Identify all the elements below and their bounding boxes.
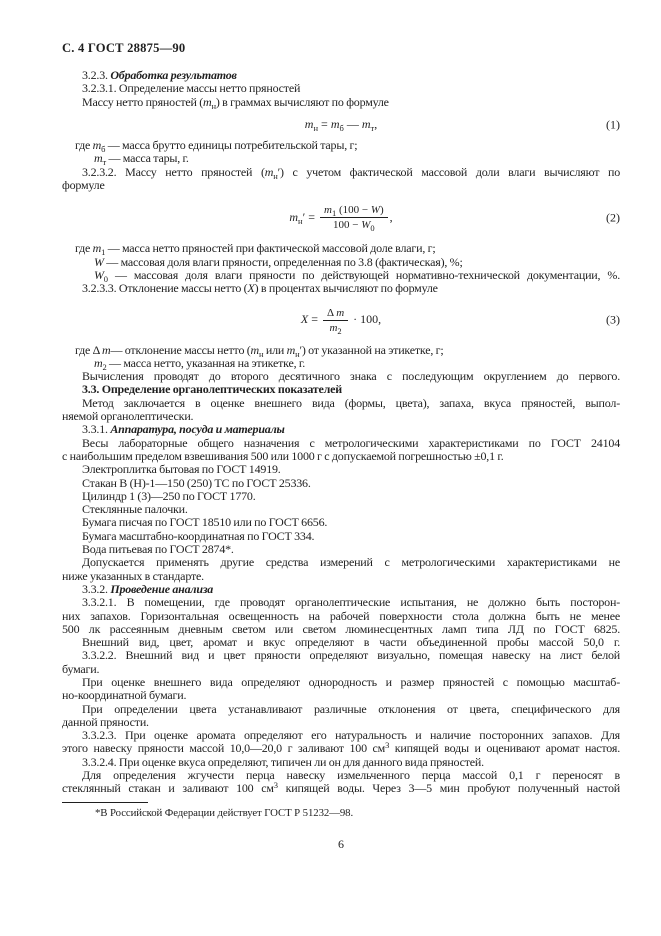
text-segment: — масса тары, г.	[105, 151, 189, 166]
text-segment: н	[211, 100, 216, 111]
fraction-denominator: $100 - W_0$	[333, 219, 375, 234]
text-line	[62, 437, 620, 450]
text-line	[62, 370, 620, 383]
text-line	[62, 423, 620, 436]
text-segment: — массовая доля влаги пряности по действующей нормативно-технической документации, %.	[107, 267, 620, 282]
text-line	[62, 282, 620, 295]
text-segment: н	[295, 348, 300, 359]
text-segment: ) в процентах вычисляют по формуле	[254, 281, 438, 296]
formula-3-number: (3)	[606, 312, 620, 327]
text-segment: них запахов. Горизонтальная освещенность на рабочей поверхности стола должна быть не менее	[62, 608, 620, 623]
text-line	[62, 166, 620, 179]
text-line	[62, 450, 620, 463]
text-segment: m	[250, 342, 260, 357]
text-line	[62, 357, 620, 370]
text-line	[62, 636, 620, 649]
text-segment: Метод заключается в оценке внешнего вида (формы, цвета), запаха, вкуса пряностей, выпол-	[82, 395, 620, 410]
text-segment: m	[102, 342, 111, 357]
text-line	[62, 689, 620, 702]
text-segment: — отклонение массы нетто (	[110, 342, 251, 357]
text-segment: или	[263, 342, 287, 357]
text-segment: данной пряности.	[62, 714, 149, 729]
text-segment: Для определения жгучести перца навеску измельченного перца массой 0,1 г переносят в	[82, 768, 620, 783]
text-segment: н	[259, 348, 264, 359]
text-segment: т	[102, 157, 106, 168]
fraction-numerator: $m_1$ (100 − W)	[320, 204, 388, 218]
text-segment: — масса нетто пряностей при фактической массовой доле влаги, г;	[105, 241, 436, 256]
fraction	[320, 204, 388, 234]
text-line	[62, 543, 620, 556]
formula-1-number: (1)	[606, 116, 620, 131]
text-segment: Внешний вид, цвет, аромат и вкус определяют в части объединенной пробы массой 50,0 г.	[82, 635, 620, 650]
text-line	[62, 516, 620, 529]
text-segment: 3	[385, 740, 390, 751]
text-segment: Допускается применять другие средства измерений с метрологическими характеристиками не	[82, 555, 620, 570]
text-segment: 0	[103, 273, 108, 284]
text-line	[62, 179, 620, 192]
text-line	[62, 138, 620, 155]
text-segment: Электроплитка бытовая по ГОСТ 14919.	[82, 462, 281, 477]
fraction	[323, 307, 348, 334]
text-segment: 3.3.2.	[82, 581, 111, 596]
text-segment: Вычисления проводят до второго десятичного знака с последующим округлением до первого.	[82, 369, 620, 384]
text-segment: m	[92, 138, 102, 153]
fraction-denominator: $m_2$	[329, 321, 342, 336]
text-line	[62, 782, 620, 795]
text-segment: Бумага писчая по ГОСТ 18510 или по ГОСТ 6656.	[82, 515, 328, 530]
text-segment: где	[75, 241, 93, 256]
fraction-numerator: Δ m	[323, 307, 348, 321]
text-segment: — масса нетто, указанная на этикетке, г.	[106, 355, 306, 370]
text-segment: кипящей воды и оценивают аромат настоя.	[389, 741, 621, 756]
text-line	[62, 610, 620, 623]
text-segment: с наибольшим пределом взвешивания 500 или 1000 г с допускаемой погрешностью ±0,1 г.	[62, 448, 504, 463]
text-segment: формуле	[62, 178, 105, 193]
text-line	[62, 269, 620, 282]
text-segment: ′) с учетом фактической массовой доли влаги вычисляют по	[277, 164, 620, 179]
text-segment: ниже указанных в стандарте.	[62, 568, 204, 583]
footnote: *В Российской Федерации действует ГОСТ Р 51232—98.	[95, 806, 354, 819]
document-body	[62, 69, 620, 796]
text-line	[62, 96, 620, 109]
text-segment: m	[92, 241, 102, 256]
text-line	[62, 241, 620, 258]
page-number: 6	[338, 836, 344, 851]
text-segment: где Δ	[75, 342, 103, 357]
text-line	[62, 69, 620, 82]
text-segment: W	[94, 267, 104, 282]
text-line	[62, 716, 620, 729]
text-segment: этого навеску пряности массой 10,0—20,0 г заливают 100 см	[62, 741, 386, 756]
text-segment: 3.2.3.3. Отклонение массы нетто (	[82, 281, 248, 296]
text-segment: Проведение анализа	[110, 581, 214, 596]
text-segment: 3.2.3.2. Массу нетто пряностей (	[82, 164, 265, 179]
text-segment: 500 лк рассеянным дневным светом или светом люминесцентных ламп типа ЛД по ГОСТ 6825.	[62, 621, 620, 636]
text-line	[62, 663, 620, 676]
footnote-separator	[62, 802, 148, 803]
text-segment: m	[286, 342, 296, 357]
text-segment: 3.3.2.1. В помещении, где проводят органолептические испытания, не должно быть посторон-	[82, 595, 620, 610]
text-line	[62, 583, 620, 596]
text-line	[62, 570, 620, 583]
text-segment: X	[247, 281, 255, 296]
formula-2	[62, 204, 620, 234]
text-segment: m	[264, 164, 274, 179]
text-segment: m	[94, 151, 103, 166]
text-segment: н	[273, 170, 278, 181]
text-segment: m	[203, 94, 212, 109]
text-segment: — масса брутто единицы потребительской тары, г;	[105, 138, 358, 153]
text-segment: 3.3.2.3. При оценке аромата определяют его натуральность и наличие посторонних запахов. Для	[82, 728, 620, 743]
text-segment: 3.3. Определение органолептических показателей	[82, 382, 343, 397]
text-line	[62, 769, 620, 782]
text-segment: 3.3.2.2. Внешний вид и цвет пряности определяют визуально, помещая навеску на лист белой	[82, 648, 620, 663]
text-segment: Весы лабораторные общего назначения с метрологическими характеристиками по ГОСТ 24104	[82, 435, 620, 450]
text-segment: где	[75, 138, 93, 153]
text-line	[62, 530, 620, 543]
text-line	[62, 742, 620, 755]
text-segment: m	[94, 355, 103, 370]
text-line	[62, 556, 620, 569]
text-segment: 3	[273, 780, 278, 791]
text-segment: Бумага масштабно-координатная по ГОСТ 334.	[82, 528, 315, 543]
text-line	[62, 596, 620, 609]
formula-3-expression: X = $\frac{\text{Δ m}}{m_2}$ · 100,	[300, 306, 382, 336]
text-segment: При определении цвета устанавливают различные отклонения от цвета, специфического для	[82, 701, 620, 716]
formula-1-expression: $m_н = m_б$ — $m_т$,	[304, 116, 378, 133]
text-segment: стеклянный стакан и заливают 100 см	[62, 781, 274, 796]
formula-3	[62, 307, 620, 334]
text-line	[62, 410, 620, 423]
text-segment: 3.2.3.1. Определение массы нетто пряностей	[82, 81, 301, 96]
text-line	[62, 256, 620, 269]
page-header: С. 4 ГОСТ 28875—90	[62, 41, 186, 55]
text-segment: но-координатной бумаги.	[62, 688, 187, 703]
text-segment: 1	[101, 247, 106, 258]
formula-2-number: (2)	[606, 210, 620, 225]
text-segment: 3.2.3.	[82, 68, 111, 82]
text-segment: Цилиндр 1 (3)—250 по ГОСТ 1770.	[82, 488, 256, 503]
text-segment: Стакан В (Н)-1—150 (250) ТС по ГОСТ 25336.	[82, 475, 311, 490]
text-line	[62, 383, 620, 396]
text-line	[62, 756, 620, 769]
text-segment: бумаги.	[62, 661, 100, 676]
text-segment: 3.3.2.4. При оценке вкуса определяют, типичен ли он для данного вида пряностей.	[82, 754, 484, 769]
text-line	[62, 151, 620, 168]
text-line	[62, 676, 620, 689]
text-segment: Стеклянные палочки.	[82, 502, 188, 517]
text-line	[62, 477, 620, 490]
text-segment: Обработка результатов	[110, 68, 237, 82]
text-line	[62, 729, 620, 742]
text-line	[62, 503, 620, 516]
text-line	[62, 463, 620, 476]
text-segment: Вода питьевая по ГОСТ 2874*.	[82, 542, 234, 557]
text-segment: ′) от указанной на этикетке, г;	[299, 342, 444, 357]
formula-2-expression: $m_н'$ = $\frac{m_1 (100 - W)}{100 - W_0}$ ,	[289, 204, 393, 234]
text-line	[62, 623, 620, 636]
text-line	[62, 703, 620, 716]
text-line	[62, 649, 620, 662]
text-line	[62, 397, 620, 410]
text-segment: няемой органолептически.	[62, 409, 194, 424]
text-segment: б	[101, 144, 106, 155]
text-segment: W	[94, 254, 104, 269]
text-line	[62, 82, 620, 95]
text-segment: — массовая доля влаги пряности, определенная по 3.8 (фактическая), %;	[103, 254, 463, 269]
text-segment: Аппаратура, посуда и материалы	[110, 422, 285, 437]
text-line	[62, 490, 620, 503]
text-line	[62, 344, 620, 357]
text-segment: кипящей воды. Через 3—5 мин пробуют полученный настой	[277, 781, 620, 796]
text-segment: 3.3.1.	[82, 422, 111, 437]
text-segment: Массу нетто пряностей (	[82, 94, 204, 109]
text-segment: 2	[102, 361, 107, 372]
text-segment: ) в граммах вычисляют по формуле	[215, 94, 389, 109]
formula-1	[62, 118, 620, 131]
text-segment: При оценке внешнего вида определяют однородность и размер пряностей с помощью масштаб-	[82, 674, 620, 689]
